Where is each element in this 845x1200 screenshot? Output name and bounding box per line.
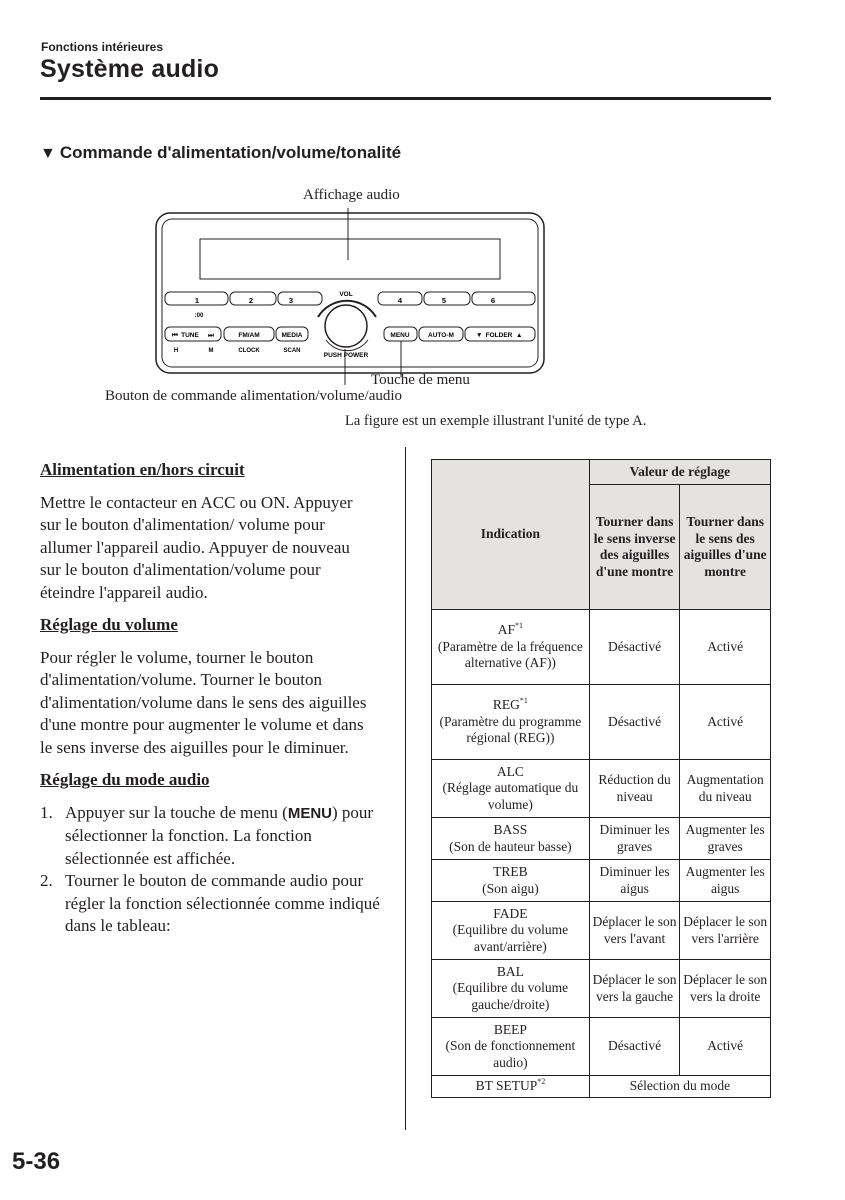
indication-desc: (Equilibre du volume gauche/droite) [452,980,569,1012]
cell-indication [432,818,590,860]
header-value: Valeur de réglage [589,460,770,485]
cell-indication [432,1076,590,1098]
indication-name: BEEP [493,1021,527,1037]
table-body [432,610,771,1098]
label-menu-key: Touche de menu [371,372,470,388]
step-text-pre: Appuyer sur la touche de menu ( [65,802,288,822]
power-heading: Alimentation en/hors circuit [40,460,245,479]
cell-ccw: Réduction du niveau [589,760,680,818]
media-label: MEDIA [281,332,303,339]
indication-desc: (Paramètre de la fréquence alternative (AF)) [437,638,583,671]
cell-indication [432,860,590,902]
table-row [432,760,771,818]
folder-up-icon: ▲ [516,332,523,339]
footnote-mark: *1 [515,621,524,631]
indication-name: BAL [496,963,524,979]
power-text: Mettre le contacteur en ACC ou ON. Appuyer sur le bouton d'alimentation/ volume pour allumer l'appareil audio. Appuyer de nouveau sur le bouton d'alimentation/volume pour éteindre l'appareil audio. [40,492,353,602]
push-power-label: PUSH POWER [323,352,369,359]
volume-text: Pour régler le volume, tourner le bouton d'alimentation/volume. Tourner le bouton d'alimentation/volume dans le sens des aiguilles d'une montre pour augmenter le volume et dans le sens inverse des aiguilles pour le diminuer. [40,647,367,757]
section-title-text: Commande d'alimentation/volume/tonalité [59,143,402,162]
header-indication: Indication [432,460,590,610]
preset-button-5[interactable] [424,292,470,305]
section-header: Fonctions intérieures [41,40,164,54]
mode-steps [40,802,380,938]
tune-sub-h: H [173,348,179,354]
fm-am-label: FM/AM [238,332,260,339]
volume-heading: Réglage du volume [40,615,178,634]
table-row [432,960,771,1018]
menu-label: MENU [390,332,410,339]
label-power-knob: Bouton de commande alimentation/volume/audio [105,388,403,404]
preset-1-sub: :00 [194,313,204,319]
preset-4-label: 4 [397,296,403,305]
triangle-down-icon: ▼ [40,145,56,162]
cell-indication [432,902,590,960]
cell-ccw: Désactivé [589,1018,680,1076]
vol-label: VOL [339,291,353,298]
step-number: 1. [40,802,53,822]
cell-cw: Augmentation du niveau [680,760,771,818]
preset-5-label: 5 [441,296,447,305]
cell-cw: Activé [680,610,771,685]
page-number: 5-36 [12,1148,61,1175]
label-audio-display: Affichage audio [303,187,400,203]
preset-buttons-left [165,292,322,319]
footnote-mark: *2 [537,1077,546,1087]
table-row [432,685,771,760]
indication-name: FADE [493,905,528,921]
audio-unit-figure [150,205,550,385]
preset-2-label: 2 [248,296,254,305]
figure-caption: La figure est un exemple illustrant l'unité de type A. [345,413,647,429]
indication-desc: (Son de fonctionnement audio) [445,1038,576,1070]
cell-cw: Activé [680,685,771,760]
indication-desc: (Réglage automatique du volume) [442,780,579,812]
cell-ccw: Diminuer les aigus [589,860,680,902]
preset-button-3[interactable] [278,292,322,305]
table-row [432,1076,771,1098]
indication-desc: (Son aigu) [482,880,539,896]
cell-mode-selection: Sélection du mode [589,1076,770,1098]
cell-ccw: Désactivé [589,610,680,685]
table-row [432,860,771,902]
indication-name: ALC [496,763,524,779]
cell-indication [432,760,590,818]
cell-ccw: Diminuer les graves [589,818,680,860]
mode-heading: Réglage du mode audio [40,770,210,789]
indication-name: TREB [493,864,528,879]
table-row [432,818,771,860]
cell-indication [432,960,590,1018]
step-item [40,870,380,938]
folder-down-icon: ▼ [476,332,483,339]
indication-desc: (Paramètre du programme régional (REG)) [439,713,582,746]
indication-name: BASS [493,822,528,837]
table-row [432,1018,771,1076]
tune-next-icon: ⏭ [208,332,214,339]
footnote-mark: *1 [519,696,528,706]
folder-label: FOLDER [485,332,513,339]
tune-label: TUNE [181,332,199,339]
header-rule [40,97,771,100]
cell-ccw: Déplacer le son vers la gauche [589,960,680,1018]
table-row [432,610,771,685]
cell-indication [432,610,590,685]
preset-1-label: 1 [194,296,200,305]
cell-indication [432,685,590,760]
cell-cw: Déplacer le son vers la droite [680,960,771,1018]
section-title [40,143,401,163]
step-text-post: ) pour sélectionner la fonction. La fonction sélectionnée est affichée. [65,802,374,868]
cell-cw: Déplacer le son vers l'arrière [680,902,771,960]
cell-ccw: Désactivé [589,685,680,760]
audio-display-screen [200,239,500,279]
cell-cw: Augmenter les aigus [680,860,771,902]
function-buttons-left [165,327,308,354]
auto-m-label: AUTO-M [428,332,454,339]
settings-table [431,459,771,1098]
preset-3-label: 3 [288,296,294,305]
header-cw: Tourner dans le sens des aiguilles d'une montre [680,485,771,610]
tune-prev-icon: ⏮ [172,332,178,339]
indication-desc: (Son de hauteur basse) [449,838,572,854]
preset-6-label: 6 [490,296,496,305]
page-title: Système audio [40,55,220,83]
table-row [432,902,771,960]
cell-cw: Augmenter les graves [680,818,771,860]
function-buttons-right [384,327,535,341]
power-volume-knob[interactable] [325,305,367,347]
menu-key-label: MENU [287,804,332,822]
indication-name: BT SETUP [475,1078,538,1094]
cell-cw: Activé [680,1018,771,1076]
tune-sub-m: M [208,348,214,354]
preset-buttons-right [378,292,535,305]
step-text-pre: Tourner le bouton de commande audio pour régler la fonction sélectionnée comme indiqué dans le tableau: [65,871,380,935]
fm-am-sub: CLOCK [238,348,260,354]
indication-desc: (Equilibre du volume avant/arrière) [452,922,569,954]
indication-name: AF [497,622,516,638]
media-sub: SCAN [283,348,301,354]
column-divider [405,447,406,1130]
step-number: 2. [40,871,53,890]
left-column [40,459,380,938]
step-item [40,802,380,871]
cell-ccw: Déplacer le son vers l'avant [589,902,680,960]
preset-button-6[interactable] [472,292,535,305]
indication-name: REG [492,697,520,713]
cell-indication [432,1018,590,1076]
header-ccw: Tourner dans le sens inverse des aiguilles d'une montre [589,485,680,610]
